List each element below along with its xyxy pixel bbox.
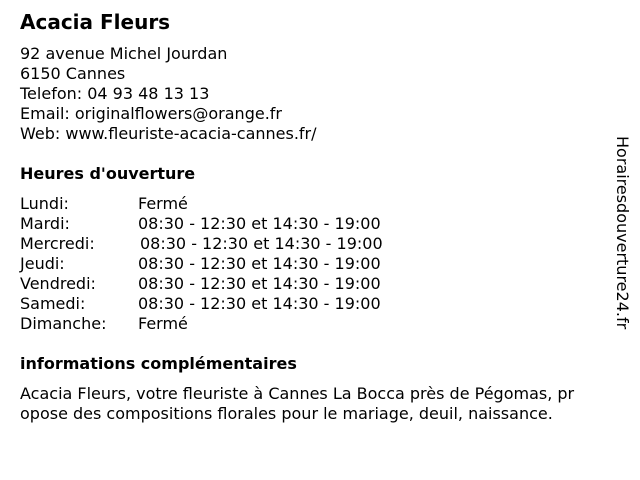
business-name: Acacia Fleurs — [20, 10, 171, 34]
hours-time: 08:30 - 12:30 et 14:30 - 19:00 — [138, 294, 381, 313]
hours-time: 08:30 - 12:30 et 14:30 - 19:00 — [140, 234, 383, 253]
hours-day: Vendredi: — [20, 274, 96, 293]
hours-time: 08:30 - 12:30 et 14:30 - 19:00 — [138, 254, 381, 273]
hours-day: Samedi: — [20, 294, 86, 313]
hours-day: Mardi: — [20, 214, 70, 233]
hours-time: 08:30 - 12:30 et 14:30 - 19:00 — [138, 274, 381, 293]
hours-day: Lundi: — [20, 194, 69, 213]
business-contact — [20, 44, 317, 144]
hours-day: Dimanche: — [20, 314, 107, 333]
hours-time: Fermé — [138, 314, 188, 333]
hours-day: Mercredi: — [20, 234, 95, 253]
hours-day: Jeudi: — [20, 254, 65, 273]
info-description-line: opose des compositions florales pour le mariage, deuil, naissance. — [20, 404, 553, 423]
hours-time: Fermé — [138, 194, 188, 213]
website-address: Web: www.fleuriste-acacia-cannes.fr/ — [20, 124, 317, 143]
site-watermark: Horairesdouverture24.fr — [613, 136, 632, 330]
info-heading: informations complémentaires — [20, 354, 297, 373]
hours-heading: Heures d'ouverture — [20, 164, 196, 183]
address-street: 92 avenue Michel Jourdan — [20, 44, 228, 63]
info-description-line: Acacia Fleurs, votre fleuriste à Cannes La Bocca près de Pégomas, pr — [20, 384, 575, 403]
address-city: 6150 Cannes — [20, 64, 126, 83]
phone-number: Telefon: 04 93 48 13 13 — [20, 84, 210, 103]
info-description — [20, 384, 620, 424]
hours-time: 08:30 - 12:30 et 14:30 - 19:00 — [138, 214, 381, 233]
email-address: Email: originalflowers@orange.fr — [20, 104, 282, 123]
